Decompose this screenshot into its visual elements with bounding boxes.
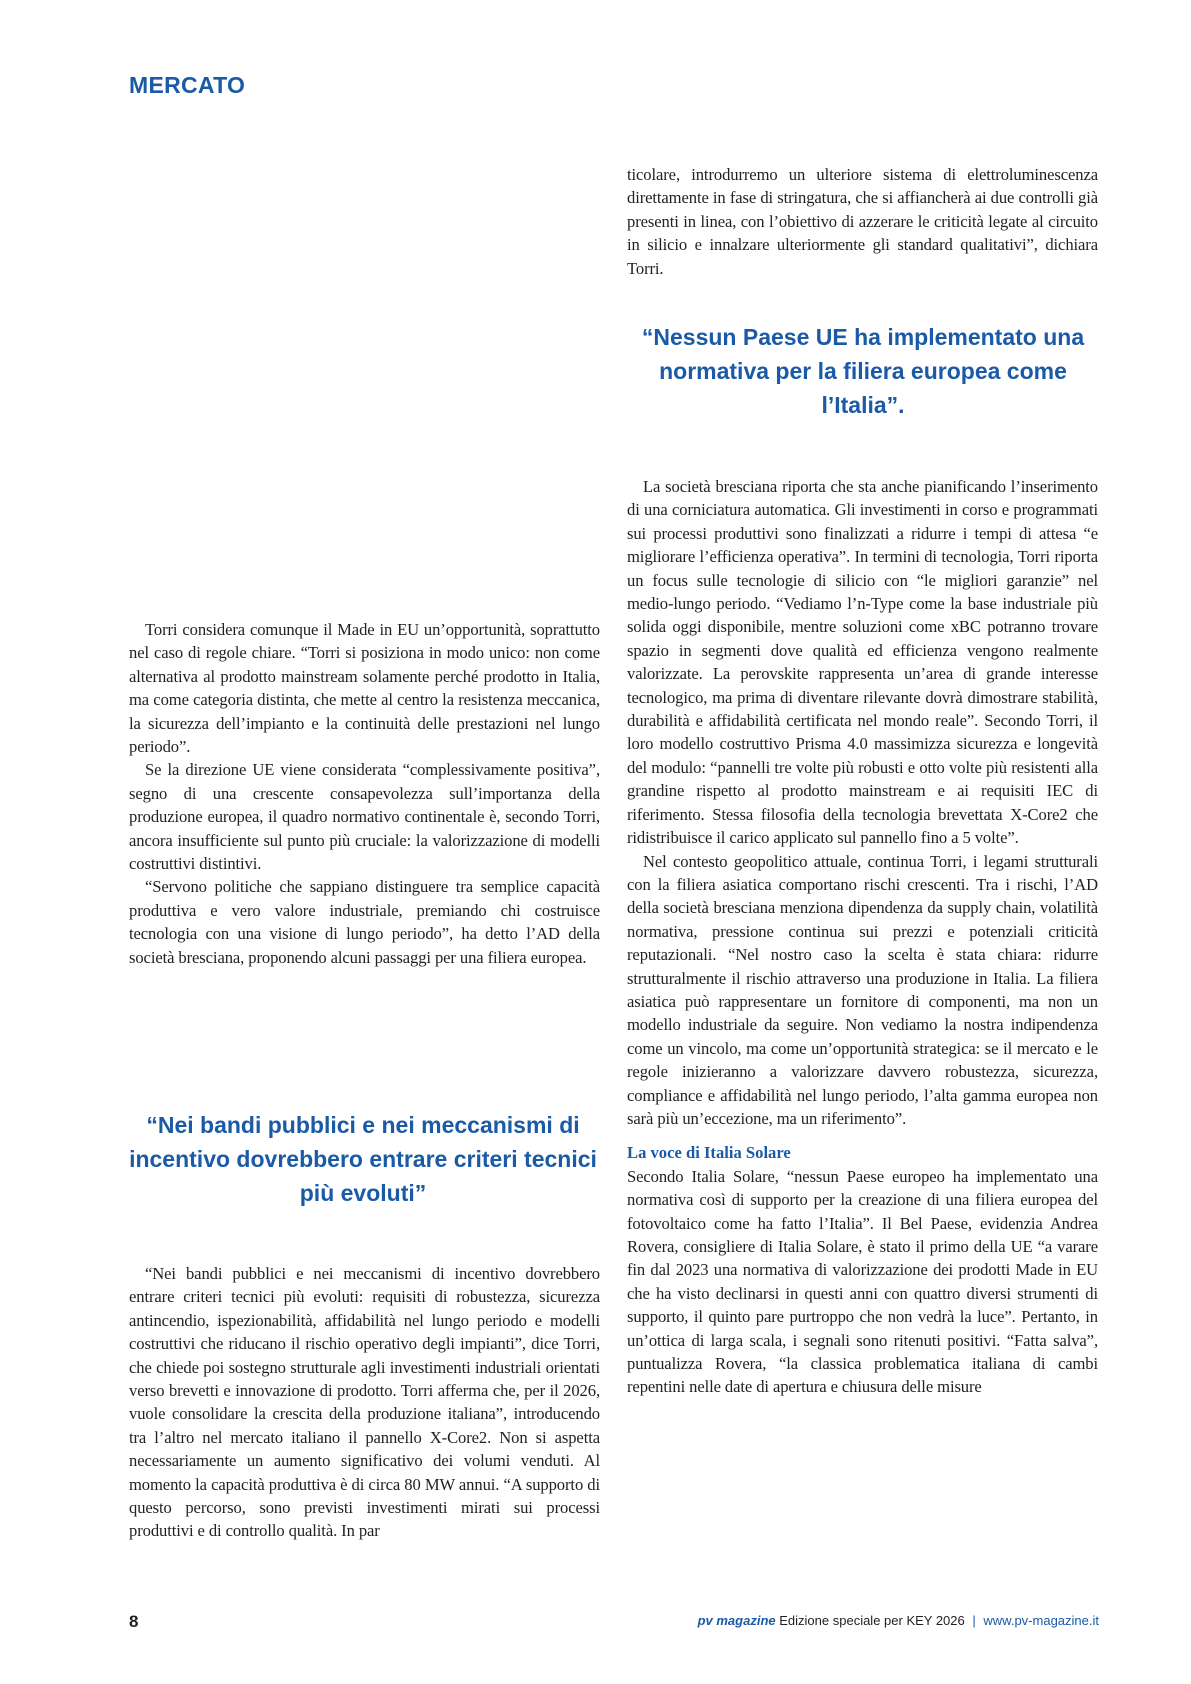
- edition-text: Edizione speciale per KEY 2026: [779, 1613, 965, 1628]
- left-column-bottom: [129, 1262, 600, 1543]
- section-label: MERCATO: [129, 72, 246, 98]
- pull-quote-right: “Nessun Paese UE ha implementato una normativa per la filiera europea come l’Italia”.: [641, 324, 1085, 418]
- page-number: 8: [129, 1612, 139, 1631]
- website-link[interactable]: www.pv-magazine.it: [983, 1613, 1099, 1628]
- right-column-main: [627, 475, 1098, 1399]
- right-column-top: [627, 163, 1098, 280]
- spacer: [627, 1130, 1098, 1141]
- paragraph: Torri considera comunque il Made in EU un’opportunità, soprattutto nel caso di regole chiare. “Torri si posiziona in modo unico: non come alternativa al prodotto mainstream solamente perché prodotto in Italia, ma come categoria distinta, che mette al centro la resistenza meccanica, la sicurezza dell’impianto e la continuità delle prestazioni nel lungo periodo”.: [129, 620, 600, 757]
- paragraph: Nel contesto geopolitico attuale, continua Torri, i legami strutturali con la filiera asiatica comportano rischi crescenti. Tra i rischi, l’AD della società bresciana menziona dipendenza da supply chain, volatilità normativa, pressione continua sui prezzi e potenziali criticità reputazionali. “Nel nostro caso la scelta è stata chiara: ridurre strutturalmente il rischio attraverso una produzione in Italia. La filiera asiatica può rappresentare un fornitore di componenti, ma non un modello industriale da seguire. Non vediamo la nostra indipendenza come un vincolo, ma come un’opportunità strategica: se il mercato e le regole inizieranno a valorizzare davvero robustezza, sicurezza, compliance e affidabilità nel lungo periodo, l’alta gamma europea non sarà più un’eccezione, ma un riferimento”.: [627, 851, 1098, 1128]
- pull-quote-left: “Nei bandi pubblici e nei meccanismi di incentivo dovrebbero entrare criteri tecnici più evoluti”: [129, 1112, 597, 1206]
- paragraph: “Nei bandi pubblici e nei meccanismi di incentivo dovrebbero entrare criteri tecnici più evoluti: requisiti di robustezza, sicurezza antincendio, ispezionabilità, affidabilità nel lungo periodo e modelli costruttivi che riducano il rischio operativo degli impianti”, dice Torri, che chiede poi sostegno strutturale agli investimenti industriali orientati verso brevetti e innovazione di prodotto. Torri afferma che, per il 2026, vuole consolidare la crescita della produzione italiana”, introducendo tra l’altro nel mercato italiano il pannello X-Core2. Non si aspetta necessariamente un aumento significativo dei volumi venduti. Al momento la capacità produttiva è di circa 80 MW annui. “A supporto di questo percorso, sono previsti investimenti mirati sui processi produttivi e di controllo qualità. In par: [129, 1264, 600, 1541]
- paragraph: Se la direzione UE viene considerata “complessivamente positiva”, segno di una crescente consapevolezza sull’importanza della produzione europea, il quadro normativo continentale è, secondo Torri, ancora insufficiente sul punto più cruciale: la valorizzazione di modelli costruttivi distintivi.: [129, 760, 600, 874]
- paragraph: La società bresciana riporta che sta anche pianificando l’inserimento di una corniciatura automatica. Gli investimenti in corso e programmati sui processi produttivi sono finalizzati a ridurre i tempi di attesa “e migliorare l’efficienza operativa”. In termini di tecnologia, Torri riporta un focus sulle tecnologie di silicio con “le migliori garanzie” nel medio-lungo periodo. “Vediamo l’n-Type come la base industriale più solida oggi disponibile, mentre soluzioni come xBC potranno trovare spazio in segmenti dove qualità ed efficienza vengono realmente valorizzate. La perovskite rappresenta un’area di grande interesse tecnologico, ma prima di diventare rilevante dovrà dimostrare stabilità, durabilità e affidabilità certificata nel mondo reale”. Secondo Torri, il loro modello costruttivo Prisma 4.0 massimizza sicurezza e longevità del modulo: “pannelli tre volte più robusti e otto volte più resistenti alla grandine rispetto al prodotto mainstream e ai requisiti IEC di riferimento. Stessa filosofia della tecnologia brevettata X-Core2 che ridistribuisce il carico applicato sul pannello fino a 5 volte”.: [627, 477, 1098, 848]
- paragraph: Secondo Italia Solare, “nessun Paese europeo ha implementato una normativa così di supporto per la creazione di una filiera europea del fotovoltaico come ha fatto l’Italia”. Il Bel Paese, evidenzia Andrea Rovera, consigliere di Italia Solare, è stato il primo della UE “a varare fin dal 2023 una normativa di valorizzazione dei prodotti Made in EU che ha visto declinarsi in questi anni con quattro diversi strumenti di supporto, il quinto pare purtroppo che non vedrà la luce”. Pertanto, in un’ottica di larga scala, i segnali sono ritenuti positivi. “Fatta salva”, puntualizza Rovera, “la classica problematica italiana di cambi repentini nelle date di apertura e chiusura delle misure: [627, 1166, 1098, 1397]
- subhead: La voce di Italia Solare: [627, 1143, 791, 1163]
- paragraph: ticolare, introdurremo un ulteriore sistema di elettroluminescenza direttamente in fase di stringatura, che si affiancherà ai due controlli già presenti in linea, con l’obiettivo di azzerare le criticità legate al circuito in silicio e innalzare ulteriormente gli standard qualitativi”, dichiara Torri.: [627, 165, 1098, 278]
- left-column-main: [129, 618, 600, 969]
- footer-publication: [698, 1613, 1099, 1628]
- paragraph: “Servono politiche che sappiano distinguere tra semplice capacità produttiva e vero valore industriale, premiando chi costruisce tecnologia con una visione di lungo periodo”, ha detto l’AD della società bresciana, proponendo alcuni passaggi per una filiera europea.: [129, 877, 600, 967]
- footer-separator: |: [972, 1613, 976, 1628]
- brand-logo: pv magazine: [697, 1613, 776, 1628]
